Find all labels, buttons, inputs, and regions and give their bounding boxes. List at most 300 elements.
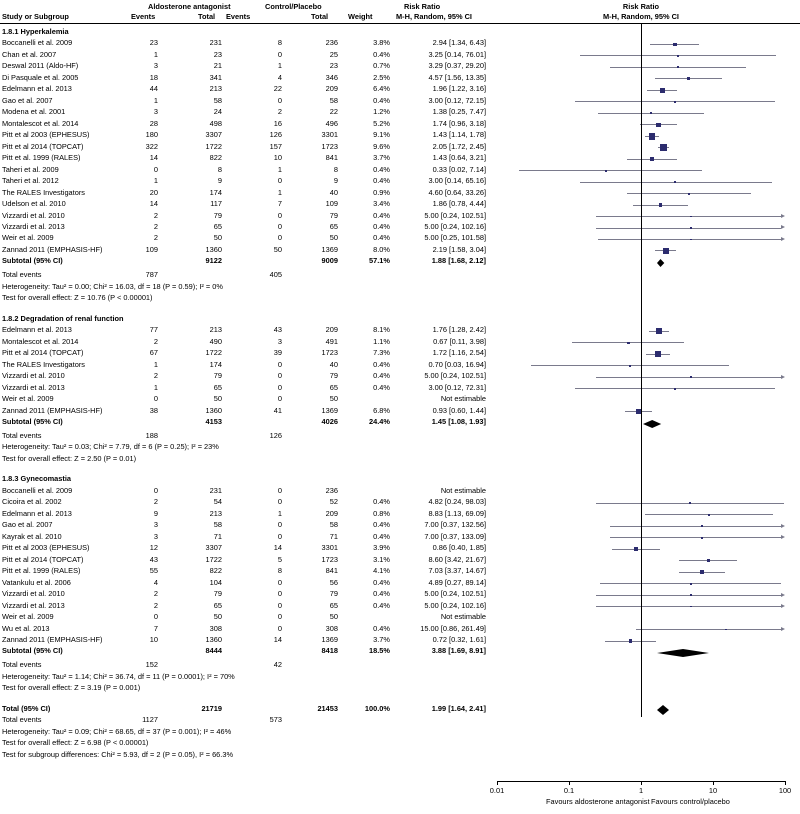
marker-box — [660, 144, 667, 151]
total-events-2: 573 — [269, 715, 282, 725]
row-study-label: Edelmann et al. 2013 — [2, 84, 72, 94]
subgroup-difference-text: Test for subgroup differences: Chi² = 5.93, df = 2 (P = 0.05), I² = 66.3% — [2, 749, 234, 759]
ci-line — [596, 606, 781, 607]
marker-box — [656, 123, 661, 128]
summary-diamond — [656, 648, 710, 658]
row-study-label: Vizzardi et al. 2010 — [2, 371, 65, 381]
row-total-1: 174 — [209, 359, 222, 369]
table-row — [0, 683, 490, 697]
row-events-1: 28 — [149, 118, 158, 128]
row-total-2: 1369 — [321, 244, 338, 254]
row-weight: 2.5% — [373, 72, 390, 82]
row-risk-ratio: 5.00 [0.24, 102.16] — [424, 221, 486, 231]
overall-effect-text: Test for overall effect: Z = 10.76 (P < 0.00001) — [2, 293, 153, 303]
row-risk-ratio: 1.99 [1.64, 2.41] — [431, 703, 486, 713]
row-events-2: 1 — [277, 61, 282, 71]
row-weight: 0.4% — [373, 95, 390, 105]
row-risk-ratio: 1.86 [0.78, 4.44] — [432, 199, 486, 209]
row-total-1: 50 — [213, 612, 222, 622]
row-events-1: 20 — [149, 187, 158, 197]
ci-arrow-right — [781, 214, 785, 218]
row-weight: 3.1% — [373, 554, 390, 564]
ci-line — [531, 365, 729, 366]
row-weight: 0.4% — [373, 589, 390, 599]
row-risk-ratio: 7.00 [0.37, 132.56] — [424, 520, 486, 530]
row-events-1: 4 — [153, 577, 158, 587]
ci-line — [650, 44, 699, 45]
row-study-label: Vizzardi et al. 2013 — [2, 221, 65, 231]
row-total-1: 3307 — [205, 543, 222, 553]
marker-box — [634, 547, 638, 551]
heterogeneity-text: Heterogeneity: Tau² = 0.00; Chi² = 16.03, df = 18 (P = 0.59); I² = 0% — [2, 281, 223, 291]
row-risk-ratio: 0.93 [0.60, 1.44] — [432, 405, 486, 415]
ci-line — [580, 182, 772, 183]
heterogeneity-text: Heterogeneity: Tau² = 1.14; Chi² = 36.74, df = 11 (P = 0.0001); I² = 70% — [2, 671, 235, 681]
row-total-2: 1369 — [321, 405, 338, 415]
row-weight: 0.4% — [373, 531, 390, 541]
row-weight: 9.1% — [373, 130, 390, 140]
row-total-2: 308 — [325, 623, 338, 633]
row-risk-ratio: 5.00 [0.24, 102.51] — [424, 589, 486, 599]
marker-box — [677, 66, 679, 68]
row-total-1: 58 — [213, 95, 222, 105]
row-events-1: 1 — [153, 49, 158, 59]
marker-box — [708, 514, 710, 516]
row-total-1: 341 — [209, 72, 222, 82]
heterogeneity-text: Heterogeneity: Tau² = 0.03; Chi² = 7.79, df = 6 (P = 0.25); I² = 23% — [2, 442, 219, 452]
row-weight: 0.4% — [373, 623, 390, 633]
row-events-1: 3 — [153, 520, 158, 530]
row-weight: 0.4% — [373, 577, 390, 587]
row-total-2: 65 — [329, 221, 338, 231]
row-risk-ratio: 1.96 [1.22, 3.16] — [432, 84, 486, 94]
row-events-1: 44 — [149, 84, 158, 94]
row-study-label: Boccanelli et al. 2009 — [2, 485, 73, 495]
row-events-2: 0 — [277, 382, 282, 392]
row-total-2: 58 — [329, 95, 338, 105]
row-risk-ratio: Not estimable — [440, 394, 486, 404]
row-weight: 3.4% — [373, 199, 390, 209]
row-study-label: Deswal 2011 (Aldo-HF) — [2, 61, 79, 71]
row-weight: 3.7% — [373, 634, 390, 644]
ci-line — [627, 159, 677, 160]
table-row — [0, 454, 490, 468]
row-events-2: 126 — [269, 130, 282, 140]
row-risk-ratio: 3.88 [1.69, 8.91] — [431, 646, 486, 656]
row-risk-ratio: 5.00 [0.25, 101.58] — [424, 233, 486, 243]
row-weight: 0.4% — [373, 371, 390, 381]
row-study-label: Subtotal (95% CI) — [2, 646, 63, 656]
row-total-2: 56 — [329, 577, 338, 587]
row-risk-ratio: 5.00 [0.24, 102.51] — [424, 210, 486, 220]
row-weight: 0.9% — [373, 187, 390, 197]
row-events-2: 0 — [277, 221, 282, 231]
row-total-1: 213 — [209, 508, 222, 518]
ci-line — [612, 549, 660, 550]
ci-line — [610, 526, 781, 527]
row-events-1: 2 — [153, 589, 158, 599]
row-total-1: 65 — [213, 221, 222, 231]
row-events-1: 14 — [149, 199, 158, 209]
graph-title: Risk Ratio — [622, 2, 660, 11]
row-risk-ratio: Not estimable — [440, 612, 486, 622]
row-risk-ratio: 3.00 [0.12, 72.31] — [428, 382, 486, 392]
marker-box — [688, 193, 690, 195]
ci-line — [572, 342, 684, 343]
ci-line — [596, 228, 781, 229]
row-weight: 7.3% — [373, 348, 390, 358]
row-events-2: 0 — [277, 589, 282, 599]
overall-effect-text: Test for overall effect: Z = 2.50 (P = 0.01) — [2, 453, 137, 463]
row-events-1: 55 — [149, 566, 158, 576]
ci-line — [655, 78, 722, 79]
row-risk-ratio: 0.67 [0.11, 3.98] — [433, 336, 486, 346]
ci-line — [575, 388, 775, 389]
row-events-1: 2 — [153, 210, 158, 220]
row-weight: 0.4% — [373, 233, 390, 243]
row-events-1: 3 — [153, 531, 158, 541]
marker-box — [650, 157, 654, 161]
row-total-1: 23 — [213, 49, 222, 59]
marker-box — [674, 181, 676, 183]
row-risk-ratio: 8.83 [1.13, 69.09] — [428, 508, 486, 518]
row-risk-ratio: 3.00 [0.14, 65.16] — [428, 176, 486, 186]
row-events-1: 2 — [153, 233, 158, 243]
row-risk-ratio: 0.70 [0.03, 16.94] — [428, 359, 486, 369]
row-total-2: 23 — [329, 61, 338, 71]
row-study-label: Pitt et al 2003 (EPHESUS) — [2, 130, 90, 140]
favours-left-label: Favours aldosterone antagonist — [546, 797, 650, 806]
row-total-2: 79 — [329, 371, 338, 381]
row-weight: 0.4% — [373, 210, 390, 220]
ci-line — [679, 560, 737, 561]
ci-line — [519, 170, 703, 171]
row-weight: 0.4% — [373, 600, 390, 610]
row-weight: 5.2% — [373, 118, 390, 128]
ci-line — [598, 113, 704, 114]
row-weight: 0.7% — [373, 61, 390, 71]
header-events-2: Events — [226, 12, 251, 21]
marker-box — [707, 559, 710, 562]
row-risk-ratio: 2.94 [1.34, 6.43] — [432, 38, 486, 48]
ci-arrow-right — [781, 593, 785, 597]
row-events-1: 38 — [149, 405, 158, 415]
row-total-1: 1722 — [205, 348, 222, 358]
row-risk-ratio: 4.60 [0.64, 33.26] — [428, 187, 486, 197]
row-weight: 0.4% — [373, 221, 390, 231]
row-events-2: 0 — [277, 600, 282, 610]
row-total-1: 65 — [213, 382, 222, 392]
header-weight: Weight — [348, 12, 373, 21]
row-total-2: 841 — [325, 566, 338, 576]
ci-arrow-right — [781, 225, 785, 229]
row-total-1: 65 — [213, 600, 222, 610]
row-events-2: 39 — [273, 348, 282, 358]
row-weight: 1.1% — [373, 336, 390, 346]
row-weight: 3.8% — [373, 38, 390, 48]
total-events-2: 405 — [269, 270, 282, 280]
row-weight: 6.8% — [373, 405, 390, 415]
row-total-2: 1723 — [321, 348, 338, 358]
row-events-2: 0 — [277, 233, 282, 243]
ci-line — [645, 136, 659, 137]
marker-box — [674, 101, 676, 103]
row-total-2: 52 — [329, 497, 338, 507]
marker-box — [701, 525, 703, 527]
ci-line — [627, 193, 751, 194]
row-events-1: 2 — [153, 221, 158, 231]
row-study-label: Boccanelli et al. 2009 — [2, 38, 73, 48]
row-events-2: 14 — [273, 634, 282, 644]
null-effect-line — [641, 24, 642, 717]
row-events-1: 2 — [153, 497, 158, 507]
row-study-label: Cicoira et al. 2002 — [2, 497, 62, 507]
row-events-2: 0 — [277, 612, 282, 622]
header-total-1: Total — [198, 12, 216, 21]
marker-box — [673, 43, 677, 47]
marker-box — [725, 629, 727, 631]
ci-line — [679, 572, 725, 573]
row-events-2: 41 — [273, 405, 282, 415]
row-risk-ratio: 1.76 [1.28, 2.42] — [432, 325, 486, 335]
row-total-2: 4026 — [321, 417, 338, 426]
row-weight: 0.4% — [373, 164, 390, 174]
row-events-1: 0 — [153, 485, 158, 495]
row-risk-ratio: 1.38 [0.25, 7.47] — [432, 107, 486, 117]
row-study-label: Subtotal (95% CI) — [2, 256, 63, 266]
row-events-1: 12 — [149, 543, 158, 553]
header-events-1: Events — [131, 12, 156, 21]
row-total-1: 213 — [209, 325, 222, 335]
marker-box — [687, 77, 690, 80]
row-events-1: 3 — [153, 107, 158, 117]
total-events-1: 787 — [145, 270, 158, 280]
overall-effect-text: Test for overall effect: Z = 3.19 (P = 0.001) — [2, 683, 141, 693]
row-total-1: 54 — [213, 497, 222, 507]
row-total-1: 490 — [209, 336, 222, 346]
ci-arrow-right — [781, 627, 785, 631]
row-total-2: 209 — [325, 508, 338, 518]
row-total-1: 498 — [209, 118, 222, 128]
row-risk-ratio: 3.29 [0.37, 29.20] — [428, 61, 486, 71]
row-total-2: 79 — [329, 210, 338, 220]
row-risk-ratio: 0.33 [0.02, 7.14] — [432, 164, 486, 174]
ci-line — [610, 67, 747, 68]
row-total-1: 21719 — [201, 703, 222, 713]
row-risk-ratio: 4.89 [0.27, 89.14] — [428, 577, 486, 587]
row-events-2: 0 — [277, 520, 282, 530]
row-events-2: 1 — [277, 187, 282, 197]
marker-box — [701, 537, 703, 539]
row-risk-ratio: 2.05 [1.72, 2.45] — [432, 141, 486, 151]
graph-subtitle: M-H, Random, 95% CI — [603, 12, 679, 21]
row-total-2: 65 — [329, 382, 338, 392]
row-events-1: 109 — [145, 244, 158, 254]
row-events-1: 14 — [149, 153, 158, 163]
ci-line — [610, 537, 781, 538]
row-risk-ratio: 1.72 [1.16, 2.54] — [432, 348, 486, 358]
row-weight: 0.4% — [373, 382, 390, 392]
axis-tick — [497, 781, 498, 785]
row-total-2: 65 — [329, 600, 338, 610]
row-total-1: 213 — [209, 84, 222, 94]
row-total-2: 109 — [325, 199, 338, 209]
row-weight: 9.6% — [373, 141, 390, 151]
row-total-2: 71 — [329, 531, 338, 541]
row-weight: 0.8% — [373, 508, 390, 518]
row-events-1: 322 — [145, 141, 158, 151]
row-total-1: 58 — [213, 520, 222, 530]
row-events-2: 0 — [277, 176, 282, 186]
row-total-2: 58 — [329, 520, 338, 530]
row-events-2: 7 — [277, 199, 282, 209]
total-events-1: 152 — [145, 660, 158, 670]
row-study-label: Pitt et al. 1999 (RALES) — [2, 566, 81, 576]
row-total-1: 4153 — [205, 417, 222, 426]
row-weight: 4.1% — [373, 566, 390, 576]
marker-box — [674, 388, 676, 390]
row-total-1: 9122 — [205, 256, 222, 266]
row-events-2: 16 — [273, 118, 282, 128]
row-weight: 0.4% — [373, 49, 390, 59]
row-risk-ratio: 5.00 [0.24, 102.16] — [424, 600, 486, 610]
row-study-label: Zannad 2011 (EMPHASIS-HF) — [2, 405, 103, 415]
row-risk-ratio: 1.74 [0.96, 3.18] — [432, 118, 486, 128]
row-events-1: 23 — [149, 38, 158, 48]
row-total-2: 491 — [325, 336, 338, 346]
total-events-label: Total events — [2, 660, 42, 670]
ci-line — [596, 377, 781, 378]
row-total-2: 346 — [325, 72, 338, 82]
row-study-label: Udelson et al. 2010 — [2, 199, 66, 209]
row-study-label: Edelmann et al. 2013 — [2, 508, 72, 518]
row-events-1: 43 — [149, 554, 158, 564]
marker-box — [629, 365, 631, 367]
row-events-2: 3 — [277, 336, 282, 346]
ci-arrow-right — [781, 237, 785, 241]
ci-line — [655, 250, 676, 251]
row-events-2: 0 — [277, 497, 282, 507]
row-risk-ratio: 5.00 [0.24, 102.51] — [424, 371, 486, 381]
ci-line — [640, 124, 678, 125]
header-risk-ratio-text: Risk Ratio — [404, 2, 441, 11]
header-group-control: Control/Placebo — [265, 2, 322, 11]
row-total-1: 104 — [209, 577, 222, 587]
marker-box — [605, 170, 607, 172]
row-total-1: 50 — [213, 233, 222, 243]
row-total-1: 231 — [209, 485, 222, 495]
row-study-label: Vizzardi et al. 2010 — [2, 589, 65, 599]
ci-line — [596, 216, 781, 217]
marker-box — [660, 88, 665, 93]
table-row — [0, 256, 490, 270]
ci-line — [658, 147, 669, 148]
row-study-label: Pitt et al 2014 (TOPCAT) — [2, 348, 84, 358]
marker-box — [656, 328, 662, 334]
row-total-1: 308 — [209, 623, 222, 633]
row-events-2: 4 — [277, 72, 282, 82]
header-study: Study or Subgroup — [2, 12, 69, 21]
row-events-2: 22 — [273, 84, 282, 94]
summary-diamond — [642, 419, 662, 429]
row-total-2: 3301 — [321, 130, 338, 140]
row-study-label: Pitt et al 2014 (TOPCAT) — [2, 554, 84, 564]
row-risk-ratio: Not estimable — [440, 485, 486, 495]
row-total-2: 1369 — [321, 634, 338, 644]
row-total-1: 50 — [213, 394, 222, 404]
ci-line — [646, 354, 671, 355]
ci-line — [647, 90, 677, 91]
row-total-2: 9009 — [321, 256, 338, 266]
row-study-label: Total (95% CI) — [2, 703, 51, 713]
row-study-label: Montalescot et al. 2014 — [2, 118, 79, 128]
row-total-1: 8444 — [205, 646, 222, 656]
row-events-2: 8 — [277, 566, 282, 576]
ci-line — [598, 239, 781, 240]
row-total-2: 1723 — [321, 141, 338, 151]
row-study-label: Chan et al. 2007 — [2, 49, 57, 59]
row-weight: 1.2% — [373, 107, 390, 117]
row-total-2: 40 — [329, 359, 338, 369]
row-total-1: 1722 — [205, 141, 222, 151]
marker-box — [690, 216, 692, 218]
row-total-1: 1360 — [205, 244, 222, 254]
ci-line — [596, 595, 781, 596]
row-study-label: The RALES Investigators — [2, 359, 85, 369]
header-rule — [0, 23, 800, 24]
axis-tick — [569, 781, 570, 785]
row-total-2: 841 — [325, 153, 338, 163]
row-events-2: 14 — [273, 543, 282, 553]
row-study-label: Weir et al. 2009 — [2, 233, 54, 243]
row-total-1: 117 — [210, 199, 222, 209]
row-events-2: 0 — [277, 210, 282, 220]
row-total-1: 1360 — [205, 405, 222, 415]
row-events-1: 67 — [149, 348, 158, 358]
row-events-1: 7 — [153, 623, 158, 633]
total-events-1: 188 — [145, 430, 158, 440]
row-events-1: 1 — [153, 95, 158, 105]
row-total-2: 50 — [329, 233, 338, 243]
favours-right-label: Favours control/placebo — [651, 797, 730, 806]
row-study-label: Zannad 2011 (EMPHASIS-HF) — [2, 634, 103, 644]
row-events-2: 0 — [277, 49, 282, 59]
row-study-label: Vizzardi et al. 2013 — [2, 382, 65, 392]
row-study-label: Vizzardi et al. 2013 — [2, 600, 65, 610]
row-study-label: Modena et al. 2001 — [2, 107, 66, 117]
row-risk-ratio: 7.03 [3.37, 14.67] — [428, 566, 486, 576]
overall-effect-text: Test for overall effect: Z = 6.98 (P < 0.00001) — [2, 738, 149, 748]
row-events-2: 0 — [277, 623, 282, 633]
row-events-2: 0 — [277, 95, 282, 105]
marker-box — [650, 112, 652, 114]
row-events-2: 0 — [277, 577, 282, 587]
row-total-2: 1723 — [321, 554, 338, 564]
row-risk-ratio: 4.82 [0.24, 98.03] — [428, 497, 486, 507]
row-events-2: 0 — [277, 485, 282, 495]
row-events-2: 43 — [273, 325, 282, 335]
row-risk-ratio: 1.43 [0.64, 3.21] — [432, 153, 486, 163]
row-weight: 18.5% — [369, 646, 390, 656]
row-total-1: 822 — [209, 153, 222, 163]
table-row — [0, 750, 490, 764]
row-weight: 6.4% — [373, 84, 390, 94]
marker-box — [677, 55, 679, 57]
row-total-2: 496 — [325, 118, 338, 128]
marker-box — [629, 639, 633, 643]
ci-arrow-right — [781, 375, 785, 379]
total-events-1: 1127 — [142, 715, 158, 725]
